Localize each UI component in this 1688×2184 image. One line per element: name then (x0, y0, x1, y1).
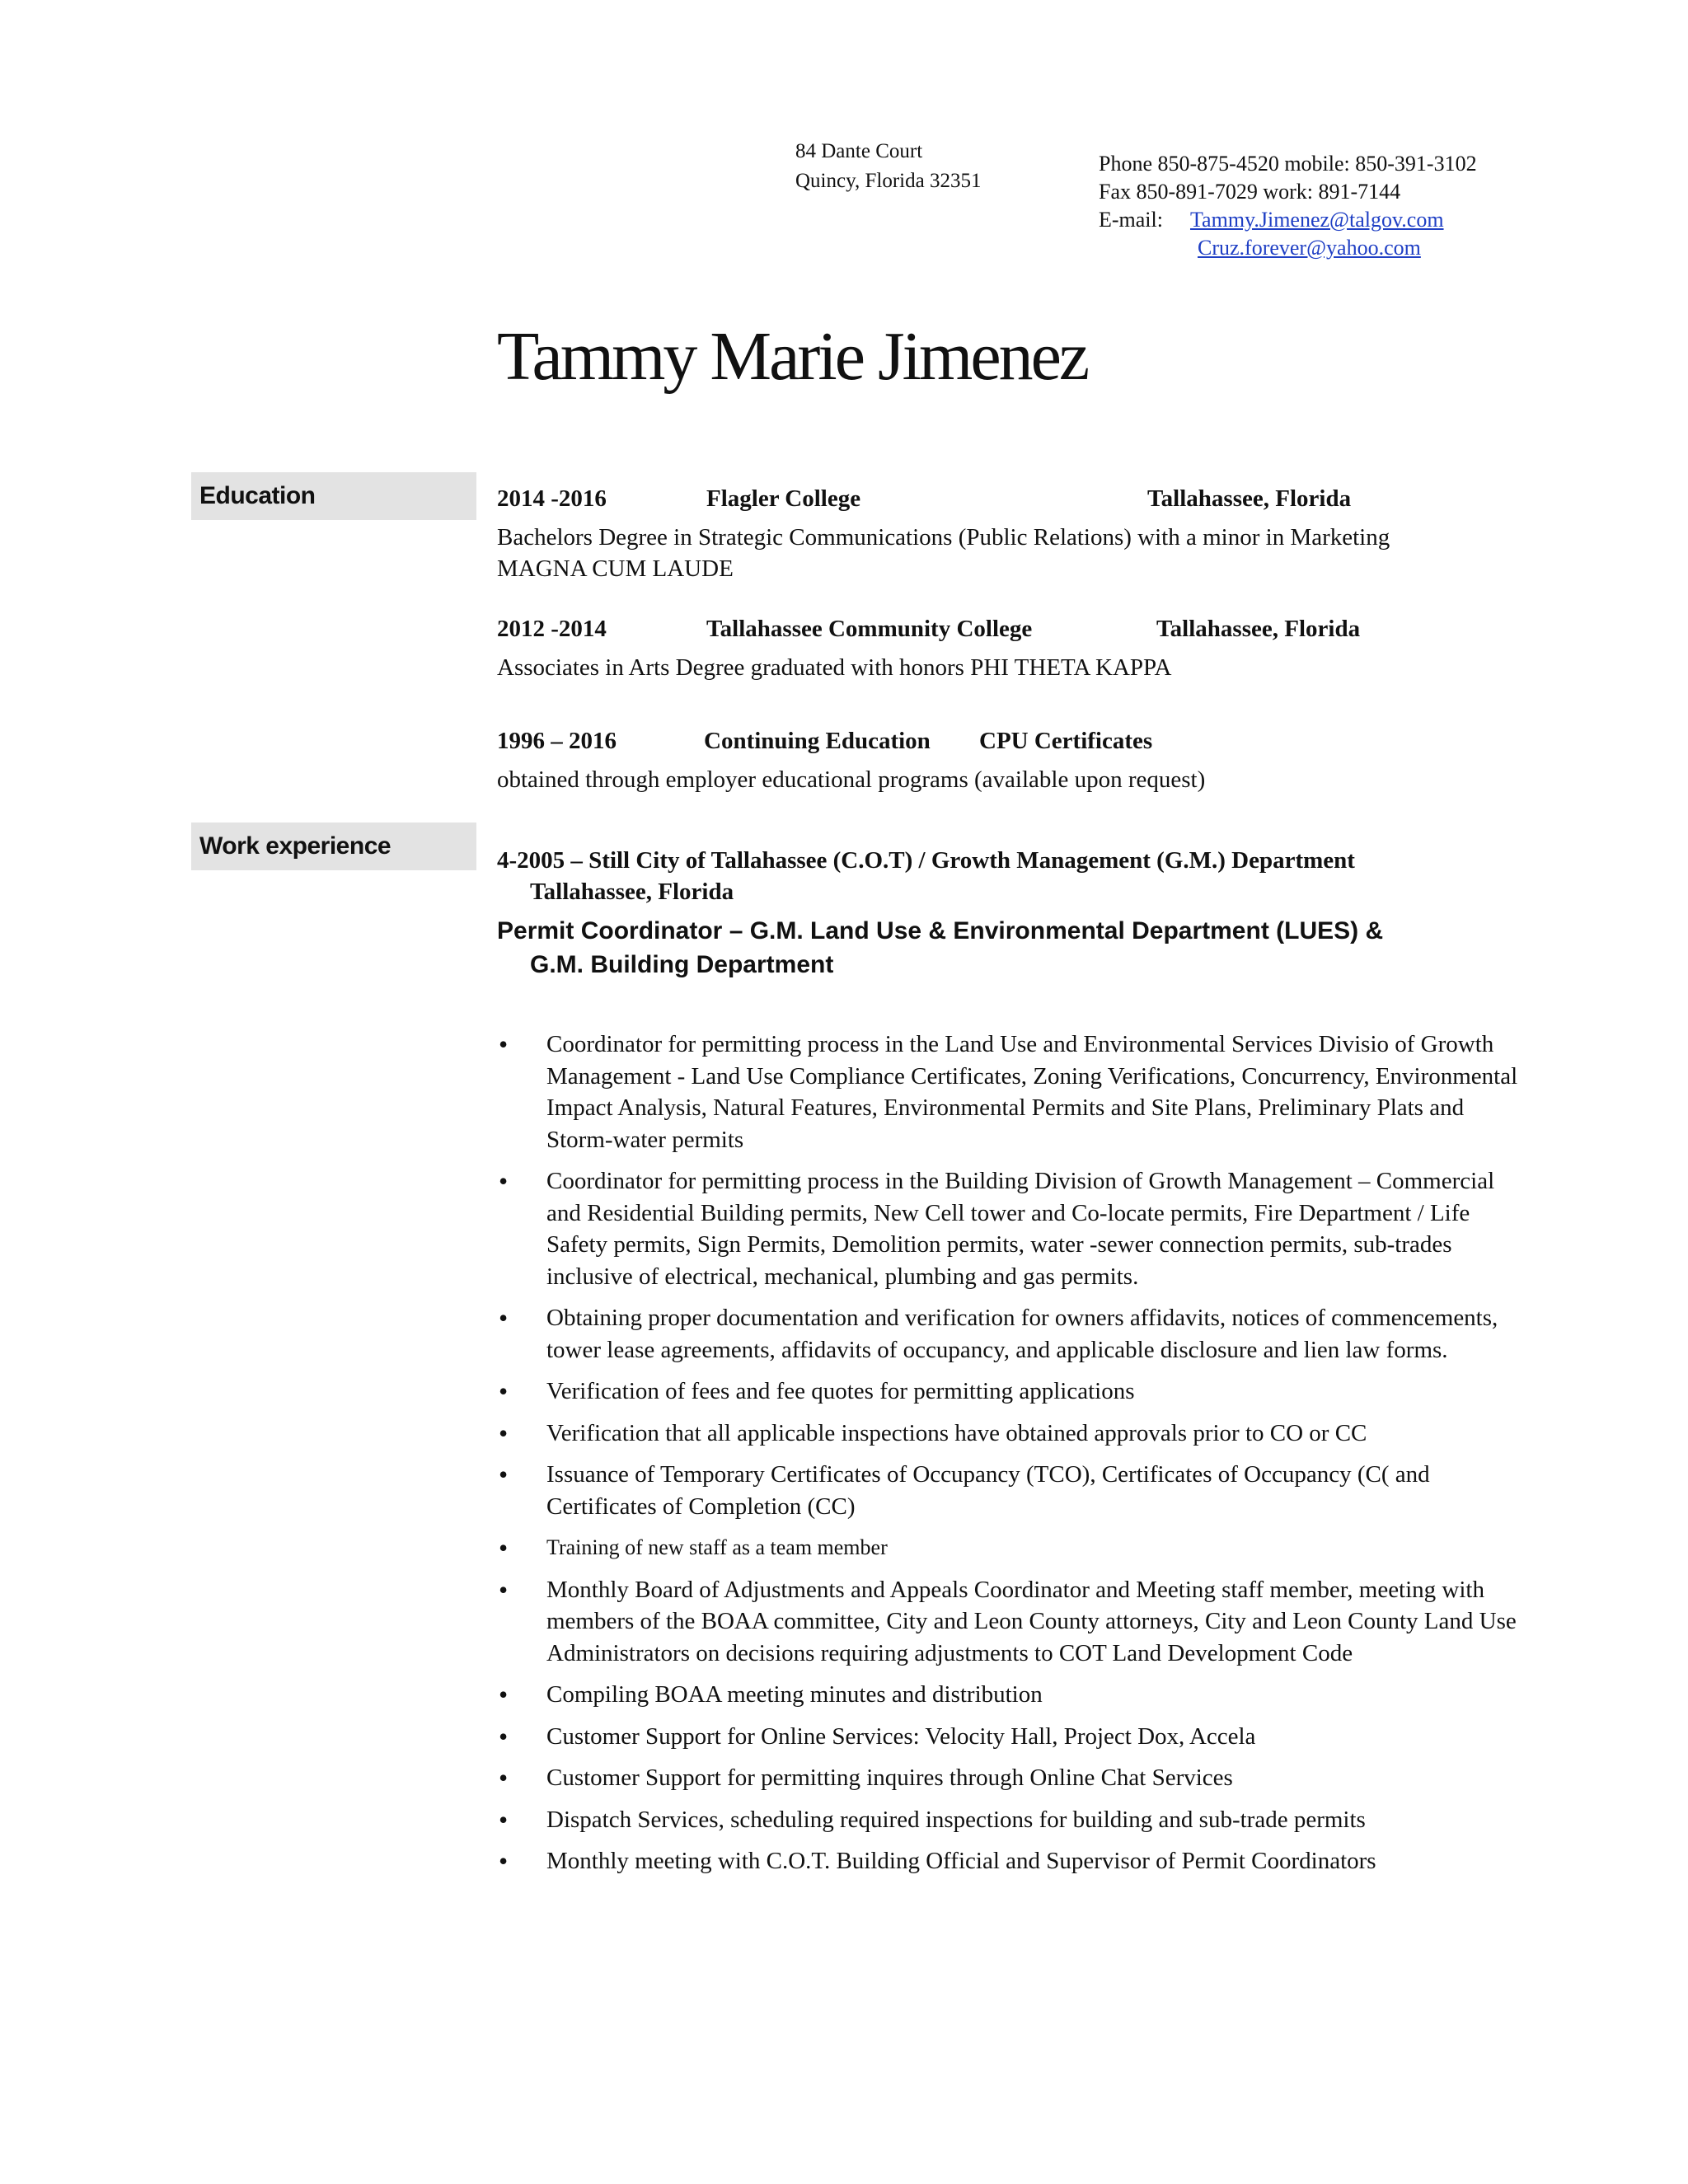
edu-years: 1996 – 2016 (497, 728, 617, 754)
edu-years: 2014 -2016 (497, 485, 607, 512)
job-location: Tallahassee, Florida (530, 879, 734, 905)
email-row-2 (1099, 234, 1477, 262)
list-item: • Training of new staff as a team member (497, 1532, 1519, 1564)
address-block (795, 137, 981, 196)
edu-description: Associates in Arts Degree graduated with honors PHI THETA KAPPA (497, 654, 1172, 681)
address-city: Quincy, Florida 32351 (795, 170, 982, 192)
list-item: • Monthly Board of Adjustments and Appeals Coordinator and Meeting staff member, meeting with members of the BOAA committee, City and Leon County attorneys, City and Leon County Land Use Administrators on decisions requiring adjustments to COT Land Development Code (497, 1574, 1519, 1670)
list-item: • Obtaining proper documentation and verification for owners affidavits, notices of commencements, tower lease agreements, affidavits of occupancy, and applicable disclosure and lien law forms. (497, 1302, 1519, 1366)
edu-school: Flagler College (706, 485, 861, 512)
work-section-label: Work experience (191, 823, 476, 870)
job-header (497, 845, 1511, 907)
resume-name: Tammy Marie Jimenez (497, 318, 1088, 395)
email-row (1099, 206, 1477, 234)
position-line: Permit Coordinator – G.M. Land Use & Environmental Department (LUES) & (497, 917, 1384, 944)
list-item: • Dispatch Services, scheduling required inspections for building and sub-trade permits (497, 1804, 1519, 1836)
list-item: • Compiling BOAA meeting minutes and distribution (497, 1679, 1519, 1711)
edu-location: Tallahassee, Florida (1156, 616, 1361, 642)
fax-line: Fax 850-891-7029 work: 891-7144 (1099, 180, 1401, 204)
position-line-2: G.M. Building Department (530, 951, 834, 978)
list-item: • Coordinator for permitting process in the Land Use and Environmental Services Divisio of Growth Management - Land Use Compliance Certificates, Zoning Verifications, Concurrency, Environmental Impact Analysis, Natural Features, Environmental Permits and Site Plans, Preliminary Plats and Storm-water permits (497, 1029, 1519, 1155)
edu-school: Tallahassee Community College (706, 616, 1033, 642)
edu-years: 2012 -2014 (497, 616, 607, 642)
list-item: • Verification that all applicable inspections have obtained approvals prior to CO or CC (497, 1418, 1519, 1450)
list-item: • Monthly meeting with C.O.T. Building Official and Supervisor of Permit Coordinators (497, 1845, 1519, 1877)
list-item: • Verification of fees and fee quotes for permitting applications (497, 1376, 1519, 1408)
contact-block (1099, 150, 1477, 262)
email-label: E-mail: (1099, 208, 1163, 232)
edu-location: CPU Certificates (979, 728, 1153, 754)
position-title (497, 914, 1519, 982)
edu-description: Bachelors Degree in Strategic Communications (Public Relations) with a minor in Marketing MAGNA CUM LAUDE (497, 524, 1390, 582)
job-line: 4-2005 – Still City of Tallahassee (C.O.T) / Growth Management (G.M.) Department (497, 847, 1355, 874)
education-section-label: Education (191, 472, 476, 520)
list-item: • Customer Support for permitting inquires through Online Chat Services (497, 1762, 1519, 1794)
email-link-personal[interactable]: Cruz.forever@yahoo.com (1198, 236, 1421, 260)
edu-description: obtained through employer educational programs (available upon request) (497, 766, 1206, 793)
email-link-work[interactable]: Tammy.Jimenez@talgov.com (1189, 208, 1444, 232)
work-duties-list (497, 1029, 1519, 1887)
address-street: 84 Dante Court (795, 140, 923, 162)
list-item: • Customer Support for Online Services: Velocity Hall, Project Dox, Accela (497, 1721, 1519, 1753)
list-item: • Issuance of Temporary Certificates of Occupancy (TCO), Certificates of Occupancy (C( and Certificates of Completion (CC) (497, 1459, 1519, 1522)
edu-location: Tallahassee, Florida (1147, 485, 1352, 512)
phone-line: Phone 850-875-4520 mobile: 850-391-3102 (1099, 152, 1477, 176)
list-item: • Coordinator for permitting process in the Building Division of Growth Management – Commercial and Residential Building permits, New Cell tower and Co-locate permits, Fire Department / Life Safety permits, Sign Permits, Demolition permits, water -sewer connection permits, sub-trades inclusive of electrical, mechanical, plumbing and gas permits. (497, 1165, 1519, 1292)
edu-school: Continuing Education (704, 728, 931, 754)
